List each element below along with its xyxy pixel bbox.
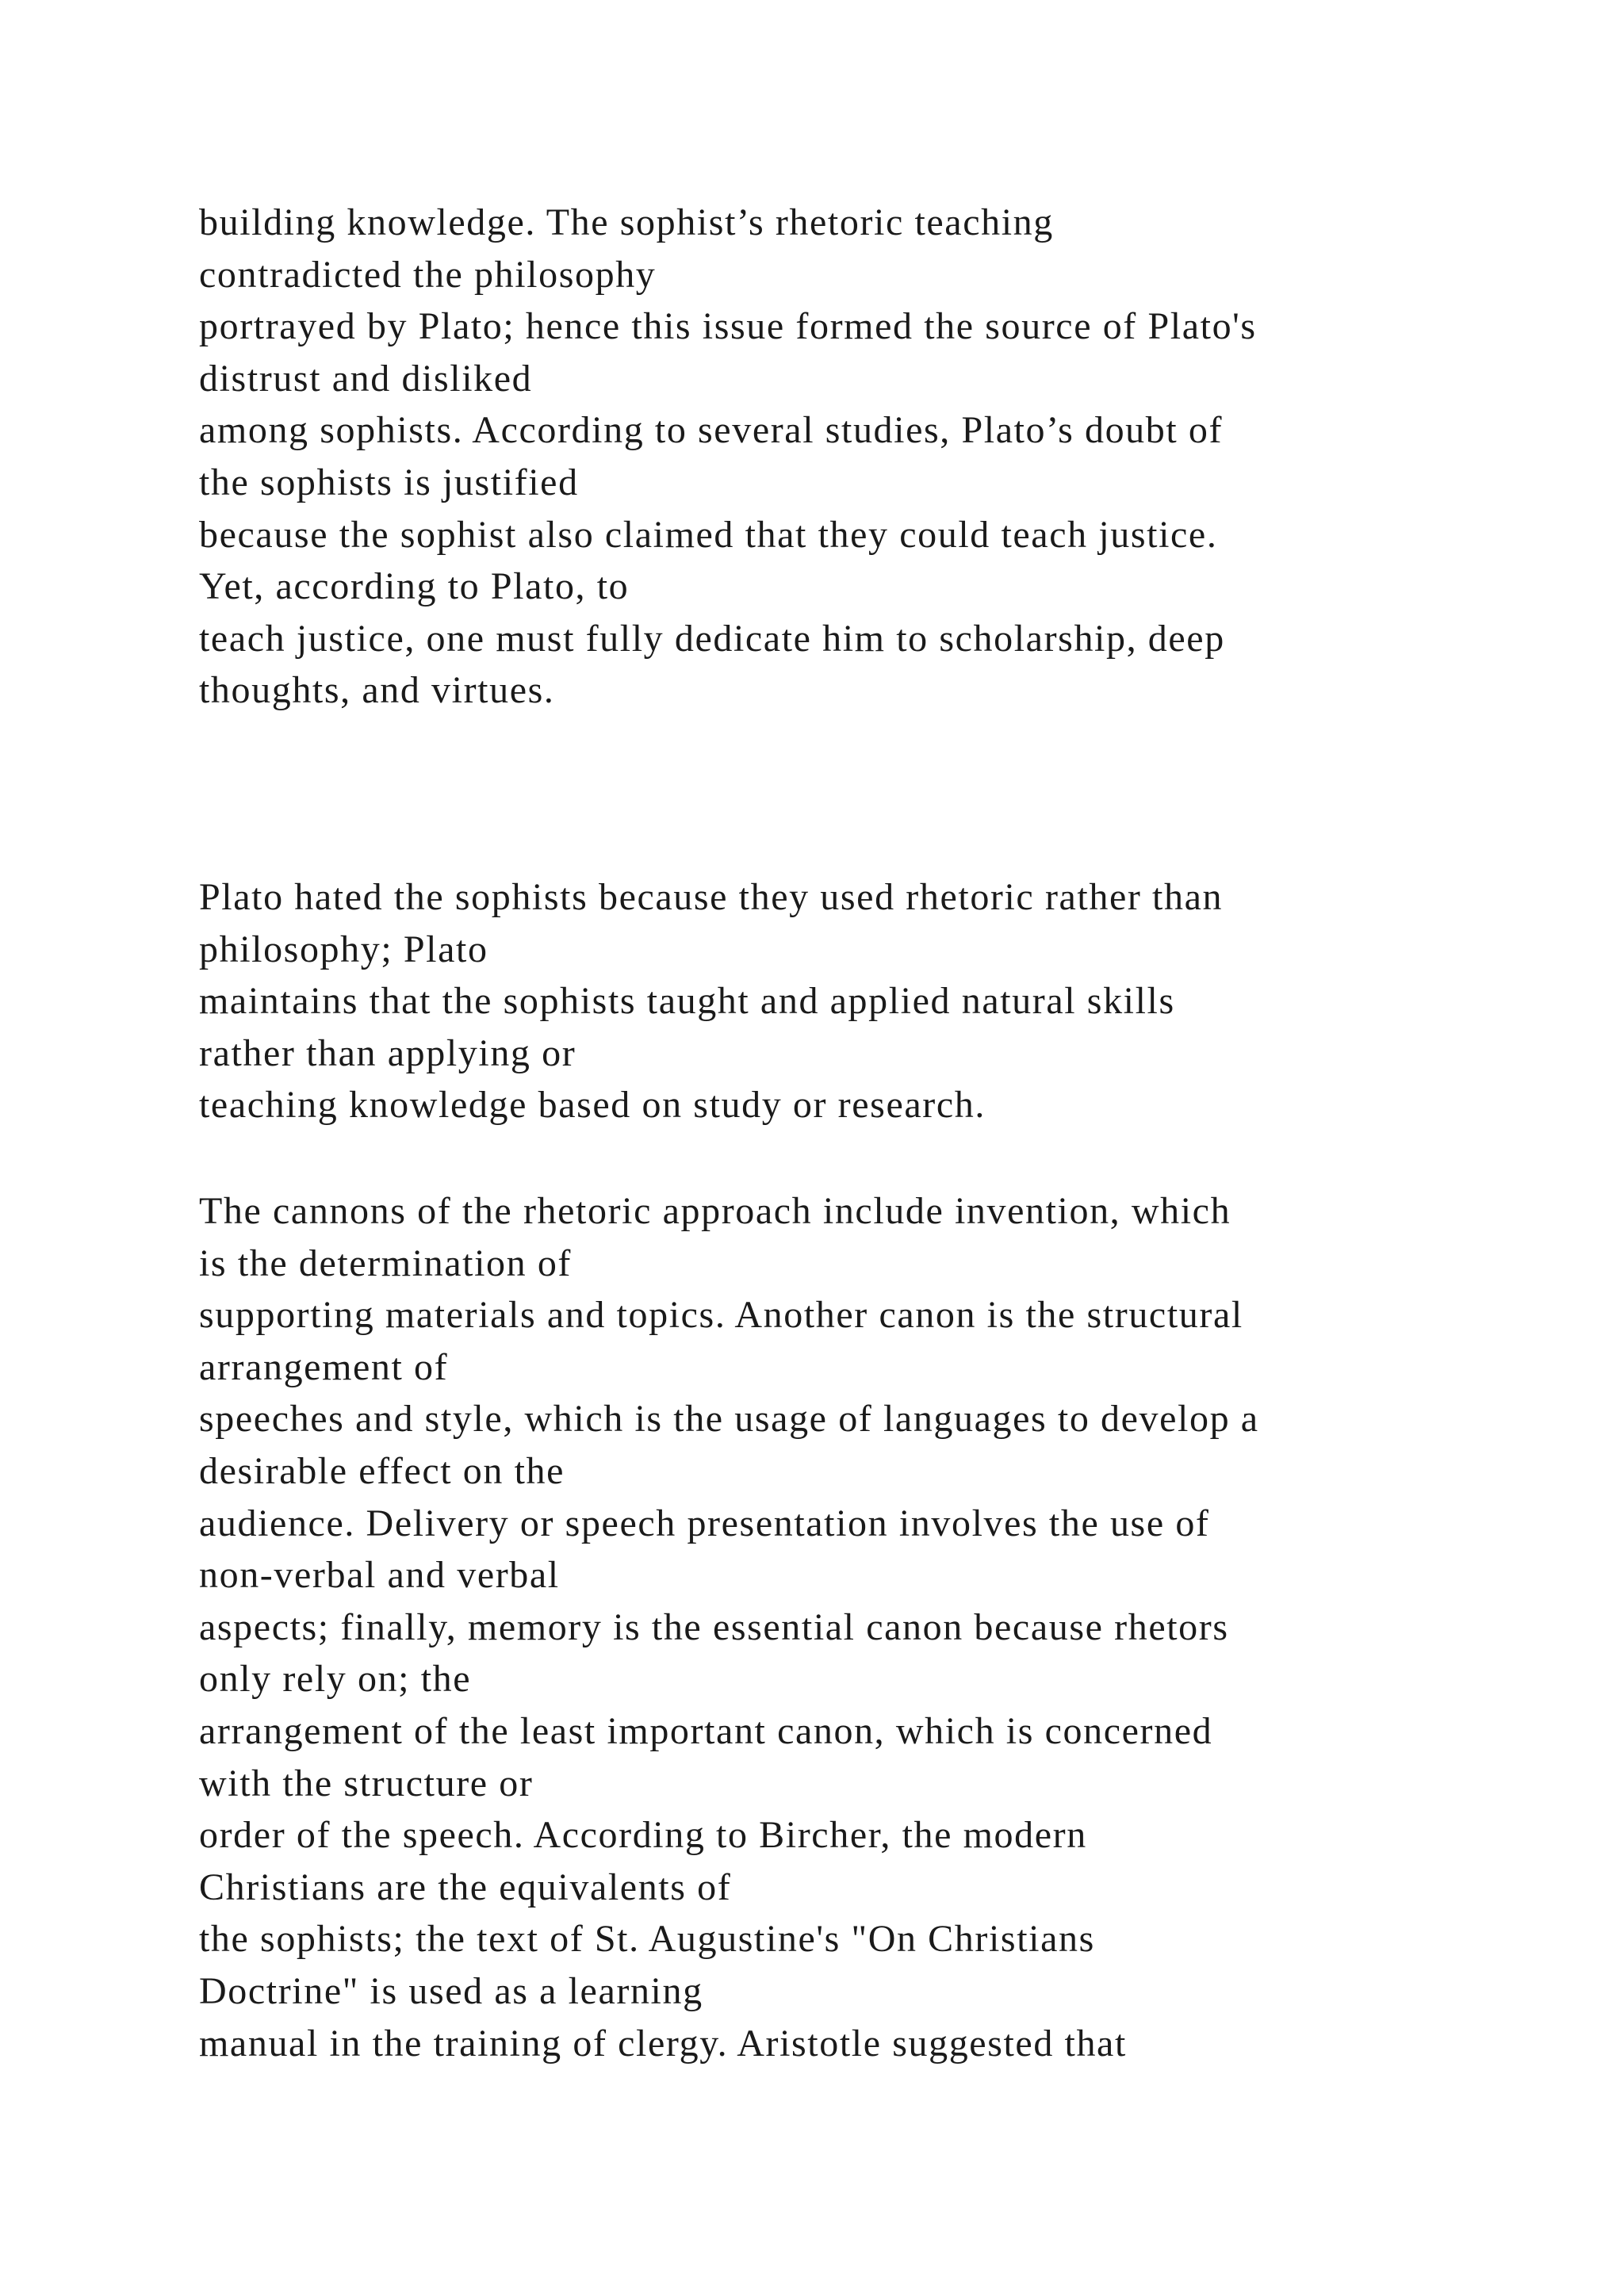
- text-line: is the determination of: [199, 1242, 573, 1284]
- paragraph-rhetoric-canons: [199, 1185, 1547, 2069]
- text-line: maintains that the sophists taught and applied natural skills: [199, 980, 1175, 1023]
- text-line: the sophists is justified: [199, 461, 579, 503]
- paragraph-sophist-rhetoric: [199, 197, 1547, 717]
- text-line: philosophy; Plato: [199, 928, 488, 970]
- text-line: speeches and style, which is the usage of languages to develop a: [199, 1398, 1259, 1441]
- text-line: manual in the training of clergy. Aristotle suggested that: [199, 2022, 1127, 2064]
- text-line: arrangement of the least important canon, which is concerned: [199, 1709, 1213, 1752]
- text-line: aspects; finally, memory is the essential canon because rhetors: [199, 1605, 1229, 1648]
- text-line: teaching knowledge based on study or research.: [199, 1084, 986, 1127]
- text-line: arrangement of: [199, 1345, 449, 1388]
- paragraph-plato-hated-sophists: [199, 871, 1547, 1131]
- text-line: the sophists; the text of St. Augustine's "On Christians: [199, 1918, 1095, 1961]
- text-line: portrayed by Plato; hence this issue formed the source of Plato's: [199, 305, 1257, 348]
- text-line: rather than applying or: [199, 1031, 576, 1074]
- text-line: The cannons of the rhetoric approach include invention, which: [199, 1190, 1231, 1232]
- text-line: Christians are the equivalents of: [199, 1866, 732, 1908]
- text-line: supporting materials and topics. Another canon is the structural: [199, 1294, 1243, 1337]
- text-line: only rely on; the: [199, 1658, 472, 1701]
- text-line: non-verbal and verbal: [199, 1554, 560, 1597]
- text-line: building knowledge. The sophist’s rhetoric teaching: [199, 201, 1054, 243]
- text-line: desirable effect on the: [199, 1449, 565, 1492]
- text-line: order of the speech. According to Bircher, the modern: [199, 1814, 1087, 1857]
- text-line: teach justice, one must fully dedicate him to scholarship, deep: [199, 617, 1225, 660]
- text-line: because the sophist also claimed that they could teach justice.: [199, 513, 1218, 556]
- text-line: audience. Delivery or speech presentation involves the use of: [199, 1502, 1210, 1544]
- text-line: thoughts, and virtues.: [199, 669, 555, 712]
- text-line: Plato hated the sophists because they used rhetoric rather than: [199, 876, 1224, 918]
- text-line: with the structure or: [199, 1762, 534, 1804]
- text-line: Yet, according to Plato, to: [199, 565, 630, 608]
- text-line: distrust and disliked: [199, 357, 533, 400]
- text-line: Doctrine" is used as a learning: [199, 1969, 703, 2012]
- text-line: among sophists. According to several studies, Plato’s doubt of: [199, 409, 1224, 452]
- text-line: contradicted the philosophy: [199, 253, 657, 296]
